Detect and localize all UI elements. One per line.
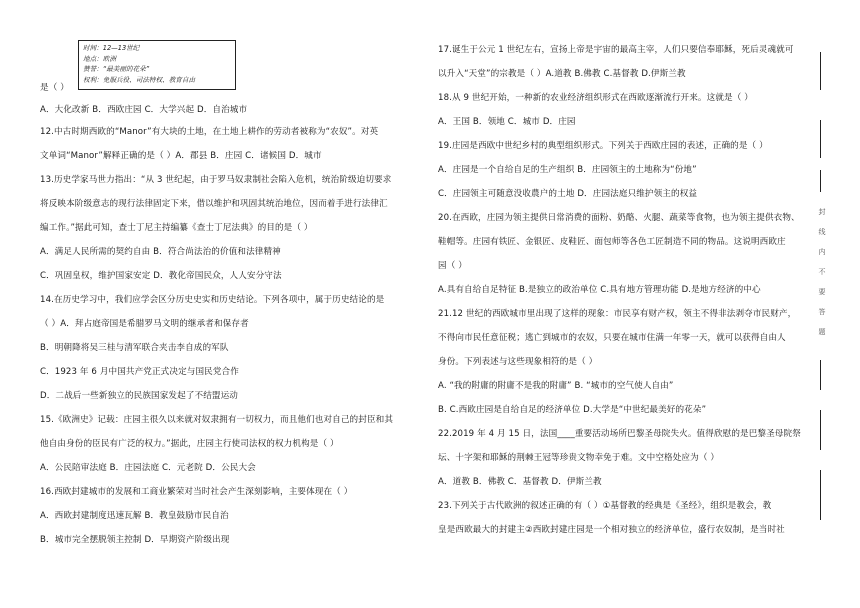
text-line: 以升入“天堂”的宗教是（ ）A.道教 B.佛教 C.基督教 D.伊斯兰教: [438, 69, 686, 79]
info-line: 权利：免服兵役、司法特权、教育自由: [83, 75, 196, 84]
text-line: 坛、十字架和耶稣的荆棘王冠等珍贵文物幸免于难。文中空格处应为（ ）: [438, 453, 720, 463]
text-line: D．二战后一些新独立的民族国家发起了不结盟运动: [40, 391, 238, 401]
text-line: 园（ ）: [438, 261, 467, 271]
binding-char: 答: [818, 308, 826, 316]
text-line: 编工作。”据此可知，查士丁尼主持编纂《查士丁尼法典》的目的是（ ）: [40, 223, 313, 233]
binding-char: 封: [818, 208, 826, 216]
info-line: 时间：12—13世纪: [83, 44, 140, 52]
text-line: C．1923 年 6 月中国共产党正式决定与国民党合作: [40, 367, 239, 377]
text-line: 是（ ）: [40, 83, 69, 93]
text-line: 皇是西欧最大的封建主②西欧封建庄园是一个相对独立的经济单位，盛行农奴制，是当时社: [438, 525, 785, 535]
binding-line: [820, 360, 821, 390]
text-line: B. C.西欧庄园是自给自足的经济单位 D.大学是“中世纪最美好的花朵”: [438, 405, 707, 415]
text-line: 20.在西欧，庄园为领主提供日常消费的面粉、奶酪、火腿、蔬菜等食物，也为领主提供衣物、: [438, 213, 800, 223]
text-line: A．大化改新 B．西欧庄园 C．大学兴起 D．自治城市: [40, 105, 248, 115]
info-line: 地点：欧洲: [83, 54, 116, 63]
text-line: 21.12 世纪的西欧城市里出现了这样的现象：市民享有财产权，领主不得非法剥夺市民财产，: [438, 309, 797, 319]
text-line: （ ）A．拜占庭帝国是希腊罗马文明的继承者和保存者: [40, 319, 249, 329]
text-line: A．王国 B．领地 C．城市 D．庄园: [438, 117, 576, 127]
text-line: C．巩固皇权，维护国家安定 D．教化帝国民众，人人安分守法: [40, 271, 282, 281]
binding-line: [820, 470, 821, 520]
text-line: 12.中古时期西欧的“Manor”有大块的土地，在土地上耕作的劳动者被称为“农奴”。对英: [40, 127, 379, 137]
text-line: 15.《欧洲史》记载：庄园主很久以来就对奴隶拥有一切权力，而且他们也对自己的封臣和其: [40, 415, 394, 425]
binding-line: [820, 52, 821, 90]
text-line: 身份。下列表述与这些现象相符的是（ ）: [438, 357, 598, 367]
info-box: [78, 40, 236, 90]
binding-char: 不: [818, 268, 826, 276]
text-line: A．公民陪审法庭 B．庄园法庭 C．元老院 D．公民大会: [40, 463, 256, 473]
text-line: A．道教 B．佛教 C．基督教 D．伊斯兰教: [438, 477, 602, 487]
text-line: 不得向市民任意征税；逃亡到城市的农奴，只要在城市住满一年零一天，就可以获得自由人: [438, 333, 786, 343]
binding-char: 内: [818, 248, 826, 256]
text-line: 他自由身份的臣民有广泛的权力。”据此，庄园主行使司法权的权力机构是（ ）: [40, 439, 339, 449]
text-line: A.具有自给自足特征 B.是独立的政治单位 C.具有地方管理功能 D.是地方经济的中心: [438, 285, 761, 295]
text-line: 17.诞生于公元 1 世纪左右，宣扬上帝是宇宙的最高主宰，人们只要信奉耶稣，死后灵魂就可: [438, 45, 794, 55]
binding-char: 线: [818, 228, 826, 236]
text-line: A．庄园是一个自给自足的生产组织 B．庄园领主的土地称为“份地”: [438, 165, 697, 175]
text-line: B．明朝降将吴三桂与清军联合夹击李自成的军队: [40, 343, 229, 353]
text-line: 文单词“Manor”解释正确的是（ ）A．郡县 B．庄园 C．诸候国 D．城市: [40, 151, 322, 161]
text-line: B．城市完全摆脱领主控制 D．早期资产阶级出现: [40, 535, 230, 545]
binding-char: 要: [818, 288, 826, 296]
text-line: 19.庄园是西欧中世纪乡村的典型组织形式。下列关于西欧庄园的表述，正确的是（ ）: [438, 141, 768, 151]
text-line: 18.从 9 世纪开始，一种新的农业经济组织形式在西欧逐渐流行开来。这就是（ ）: [438, 93, 753, 103]
text-line: 13.历史学家马世力指出：“从 3 世纪起，由于罗马奴隶制社会陷入危机，统治阶级迫切要求: [40, 175, 392, 185]
info-line: 赞誉：“最美丽的花朵”: [83, 65, 150, 73]
binding-line: [820, 410, 821, 450]
text-line: 23.下列关于古代欧洲的叙述正确的有（ ）①基督教的经典是《圣经》，组织是教会，教: [438, 501, 772, 511]
binding-line: [820, 170, 821, 192]
binding-char: 题: [818, 328, 826, 336]
text-line: 14.在历史学习中，我们应学会区分历史史实和历史结论。下列各项中，属于历史结论的是: [40, 295, 385, 305]
text-line: 鞋帽等。庄园有铁匠、金银匠、皮鞋匠、面包师等各色工匠制造不同的物品。这说明西欧庄: [438, 237, 786, 247]
binding-line: [820, 120, 821, 158]
text-line: C．庄园领主可随意没收農户的土地 D．庄园法庭只维护领主的权益: [438, 189, 698, 199]
text-line: 将反映本阶级意志的现行法律固定下来，借以维护和巩固其统治地位，因而着手进行法律汇: [40, 199, 388, 209]
text-line: A．西欧封建制度迅速瓦解 B．教皇鼓励市民自治: [40, 511, 229, 521]
text-line: A. “我的附庸的附庸不是我的附庸” B. “城市的空气使人自由”: [438, 381, 674, 391]
text-line: 22.2019 年 4 月 15 日，法国____重要活动场所巴黎圣母院失火。值得欣慰的是巴黎圣母院祭: [438, 429, 801, 439]
text-line: A．满足人民所需的契约自由 B．符合尚法治的价值和法律精神: [40, 247, 281, 257]
text-line: 16.西欧封建城市的发展和工商业繁荣对当时社会产生深刻影响，主要体现在（ ）: [40, 487, 353, 497]
